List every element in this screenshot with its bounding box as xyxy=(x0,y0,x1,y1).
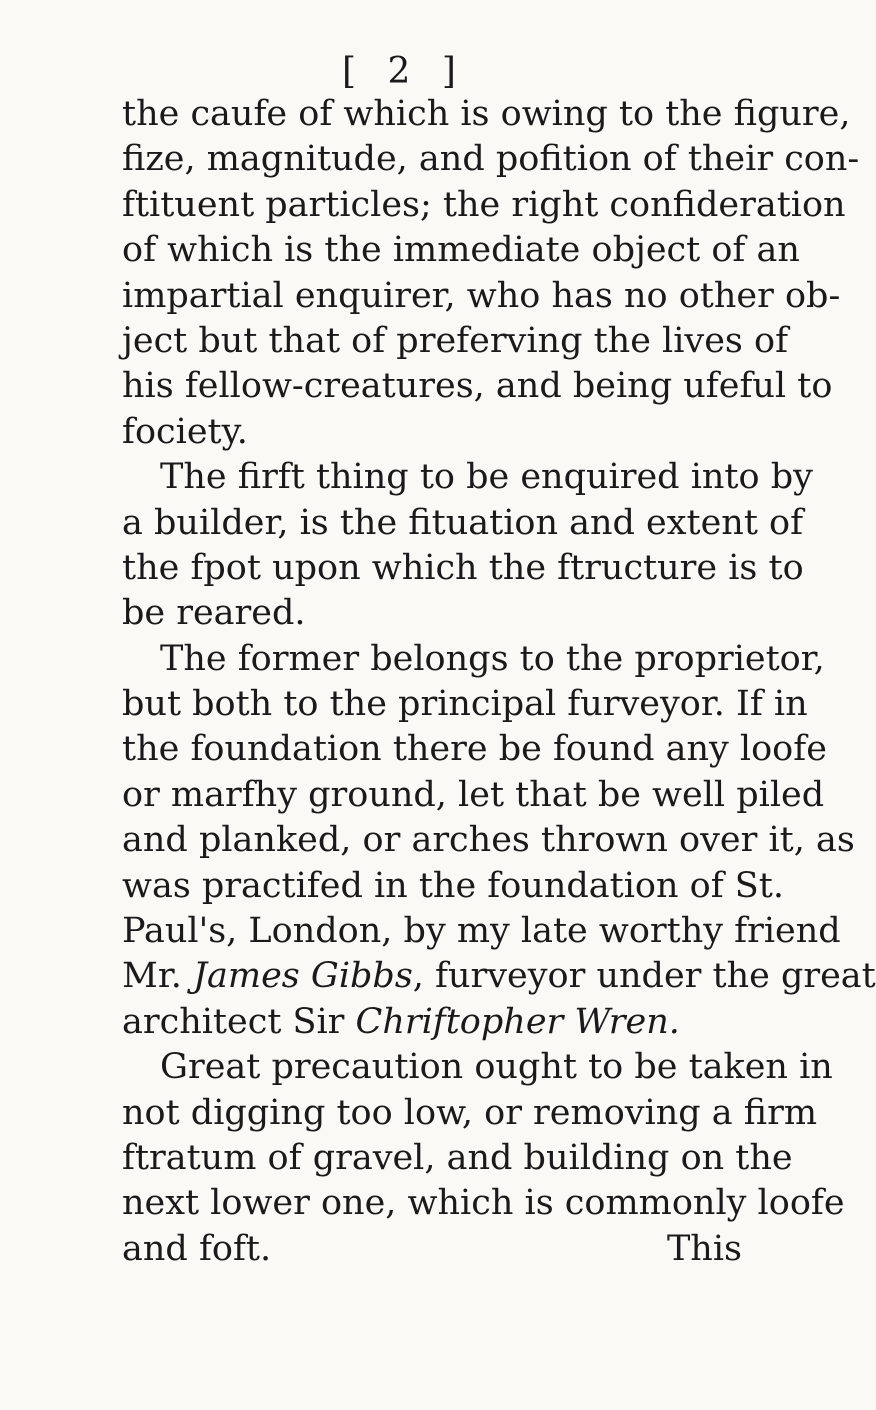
italic-name: Chriftopher Wren. xyxy=(355,1001,680,1042)
text-run: architect Sir xyxy=(122,1001,356,1042)
text-line: but both to the principal furveyor. If in xyxy=(122,684,808,725)
text-line: impartial enquirer, who has no other ob- xyxy=(122,275,841,316)
text-line: and planked, or arches thrown over it, as xyxy=(122,820,855,861)
page-number: [ 2 ] xyxy=(342,51,466,92)
text-line: Paul's, London, by my late worthy friend xyxy=(122,911,841,952)
text-line: fize, magnitude, and pofition of their con- xyxy=(122,139,860,180)
text-line: not digging too low, or removing a firm xyxy=(122,1092,818,1133)
italic-name: James Gibbs xyxy=(192,956,413,997)
text-line xyxy=(122,1000,742,1045)
text-line xyxy=(122,954,876,999)
final-line xyxy=(122,1227,742,1272)
body-text xyxy=(122,92,876,1272)
text-line: be reared. xyxy=(122,593,306,634)
text-line: Great precaution ought to be taken in xyxy=(160,1047,833,1088)
text-line: ject but that of preferving the lives of xyxy=(122,320,789,361)
text-line: ftituent particles; the right confideration xyxy=(122,184,846,225)
text-line: a builder, is the fituation and extent of xyxy=(122,502,804,543)
text-line: was practifed in the foundation of St. xyxy=(122,865,784,906)
catchword: This xyxy=(666,1228,742,1269)
text-line: the caufe of which is owing to the figure, xyxy=(122,94,851,134)
text-line: fociety. xyxy=(122,411,248,452)
text-line: his fellow-creatures, and being ufeful to xyxy=(122,366,833,407)
text-line: the fpot upon which the ftructure is to xyxy=(122,547,804,588)
text-line: of which is the immediate object of an xyxy=(122,230,800,271)
text-line: the foundation there be found any loofe xyxy=(122,729,827,770)
text-line: ftratum of gravel, and building on the xyxy=(122,1137,793,1178)
text-run: and foft. xyxy=(122,1228,272,1269)
text-line: or marfhy ground, let that be well piled xyxy=(122,774,825,815)
text-line: next lower one, which is commonly loofe xyxy=(122,1183,845,1224)
text-line: The firft thing to be enquired into by xyxy=(160,457,813,498)
text-line: The former belongs to the proprietor, xyxy=(160,638,825,679)
text-run: Mr. xyxy=(122,956,193,997)
text-run: , furveyor under the great xyxy=(412,956,876,997)
